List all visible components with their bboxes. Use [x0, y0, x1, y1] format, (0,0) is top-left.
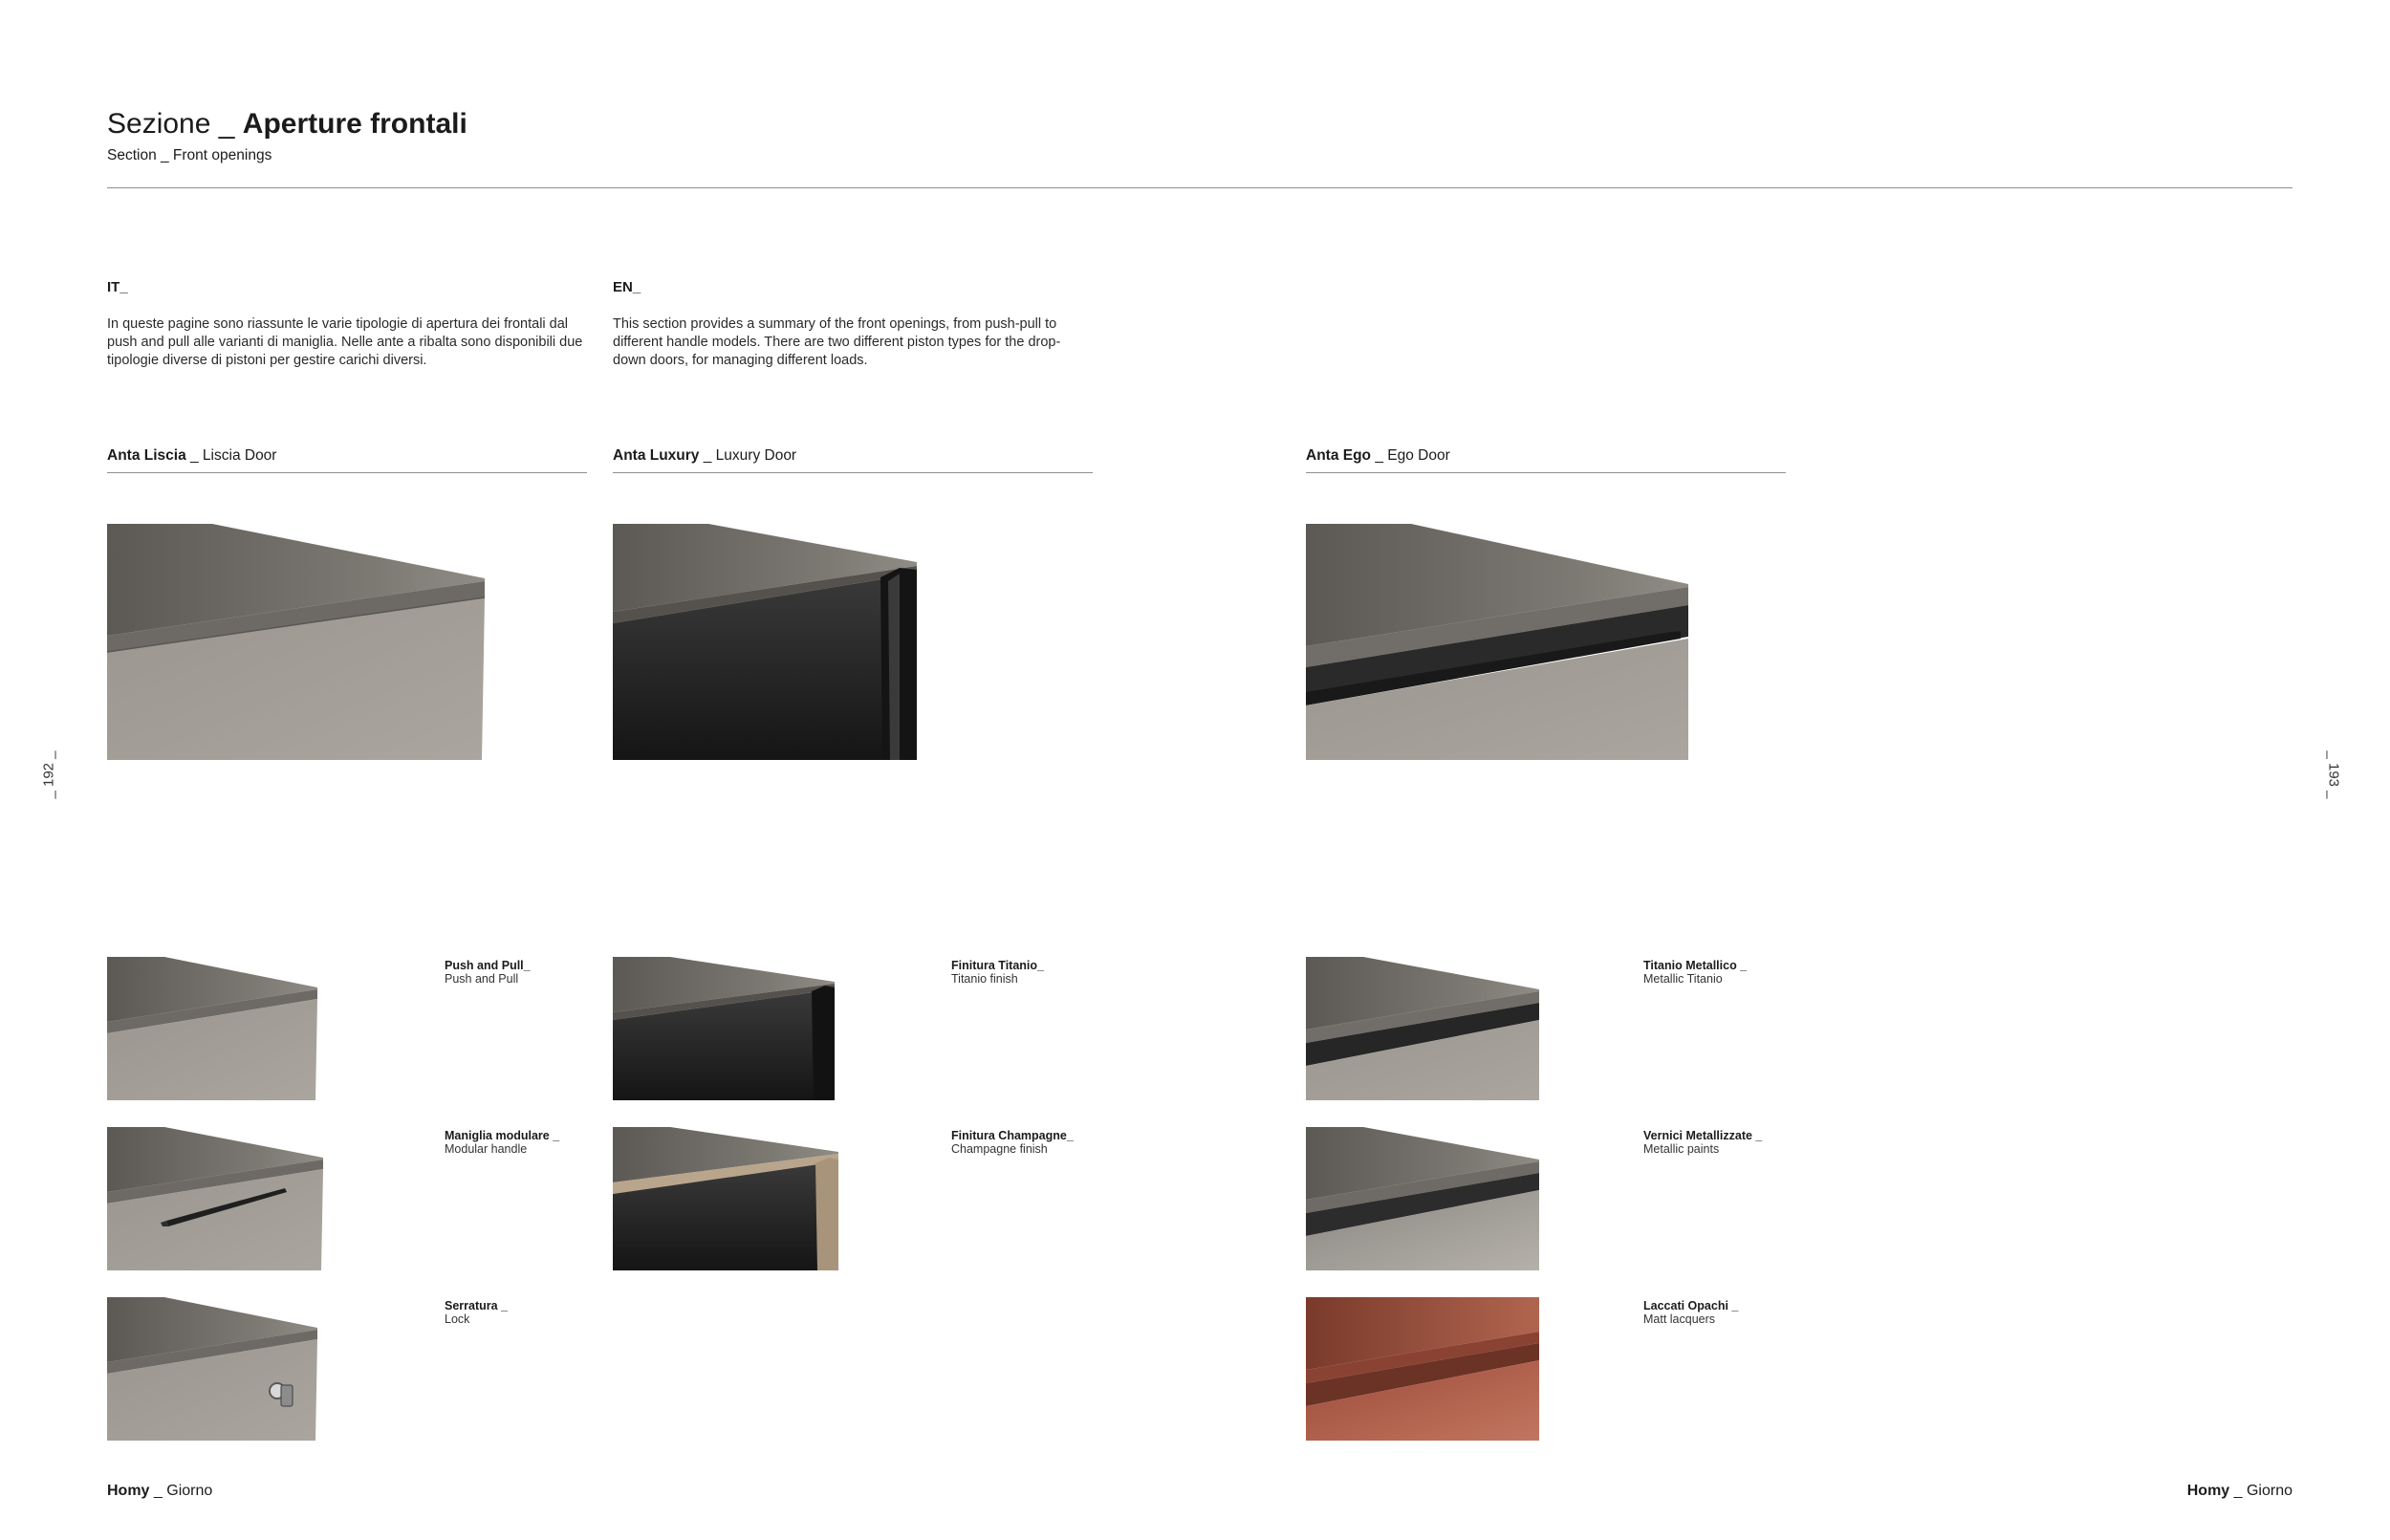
footer-brand: Homy [2186, 1483, 2230, 1499]
variant-title: Vernici Metallizzate _ [1643, 1129, 1763, 1142]
modular-handle-thumbnail [107, 1127, 325, 1270]
en-paragraph: This section provides a summary of the front openings, from push-pull to different handle models. There are two different piston types for the drop-down doors, for managing different loads. [613, 316, 1061, 368]
variant-caption [951, 959, 1044, 986]
push-and-pull-thumbnail [107, 957, 317, 1100]
page-title [107, 107, 467, 141]
variant-caption [1643, 959, 1747, 986]
variant-subtitle: Champagne finish [951, 1142, 1048, 1156]
title-light: Sezione _ [107, 108, 243, 140]
ego-door-image [1306, 524, 1688, 760]
page-subtitle: Section _ Front openings [107, 147, 272, 163]
metallic-paints-thumbnail [1306, 1127, 1539, 1270]
variant-subtitle: Modular handle [445, 1142, 528, 1156]
section-rule [107, 472, 587, 473]
section-heading-light: _ Ego Door [1371, 447, 1450, 464]
liscia-door-image [107, 524, 489, 760]
section-heading-bold: Anta Luxury [613, 447, 700, 464]
variant-caption [445, 959, 531, 986]
title-bold: Aperture frontali [242, 108, 467, 140]
footer-left [107, 1483, 212, 1500]
section-heading-luxury [613, 447, 796, 465]
footer-section: _ Giorno [149, 1483, 213, 1499]
variant-title: Push and Pull_ [445, 959, 531, 972]
section-heading-bold: Anta Ego [1306, 447, 1372, 464]
variant-title: Maniglia modulare _ [445, 1129, 560, 1142]
variant-title: Finitura Champagne_ [951, 1129, 1074, 1142]
lock-thumbnail [107, 1297, 317, 1441]
en-label: EN_ [613, 279, 641, 295]
titanio-finish-thumbnail [613, 957, 835, 1100]
variant-title: Finitura Titanio_ [951, 959, 1044, 972]
variant-subtitle: Metallic Titanio [1643, 972, 1723, 986]
variant-subtitle: Matt lacquers [1643, 1312, 1716, 1326]
luxury-door-image [613, 524, 919, 760]
header-divider [107, 187, 2292, 188]
matt-lacquers-thumbnail [1306, 1297, 1539, 1441]
page-number-right: _ 193 _ [2325, 750, 2342, 799]
footer-brand: Homy [107, 1483, 150, 1499]
section-heading-bold: Anta Liscia [107, 447, 186, 464]
variant-subtitle: Push and Pull [445, 972, 519, 986]
it-paragraph: In queste pagine sono riassunte le varie tipologie di apertura dei frontali dal push and pull alle varianti di maniglia. Nelle ante a ribalta sono disponibili due tipologie diverse di pistoni per gestire carichi diversi. [107, 316, 583, 368]
variant-title: Titanio Metallico _ [1643, 959, 1748, 972]
footer-right [2187, 1483, 2292, 1500]
it-label: IT_ [107, 279, 128, 295]
variant-caption [445, 1299, 508, 1326]
variant-title: Laccati Opachi _ [1643, 1299, 1739, 1312]
variant-caption [951, 1129, 1074, 1156]
section-rule [1306, 472, 1786, 473]
champagne-finish-thumbnail [613, 1127, 838, 1270]
footer-section: _ Giorno [2229, 1483, 2292, 1499]
metallic-titanio-thumbnail [1306, 957, 1539, 1100]
variant-caption [445, 1129, 559, 1156]
variant-caption [1643, 1299, 1738, 1326]
section-rule [613, 472, 1093, 473]
section-heading-ego [1306, 447, 1450, 465]
section-heading-liscia [107, 447, 276, 465]
section-heading-light: _ Liscia Door [185, 447, 277, 464]
section-heading-light: _ Luxury Door [699, 447, 797, 464]
page-number-left: _ 192 _ [40, 750, 57, 799]
variant-subtitle: Titanio finish [951, 972, 1018, 986]
variant-subtitle: Lock [445, 1312, 470, 1326]
variant-subtitle: Metallic paints [1643, 1142, 1720, 1156]
variant-caption [1643, 1129, 1762, 1156]
variant-title: Serratura _ [445, 1299, 509, 1312]
